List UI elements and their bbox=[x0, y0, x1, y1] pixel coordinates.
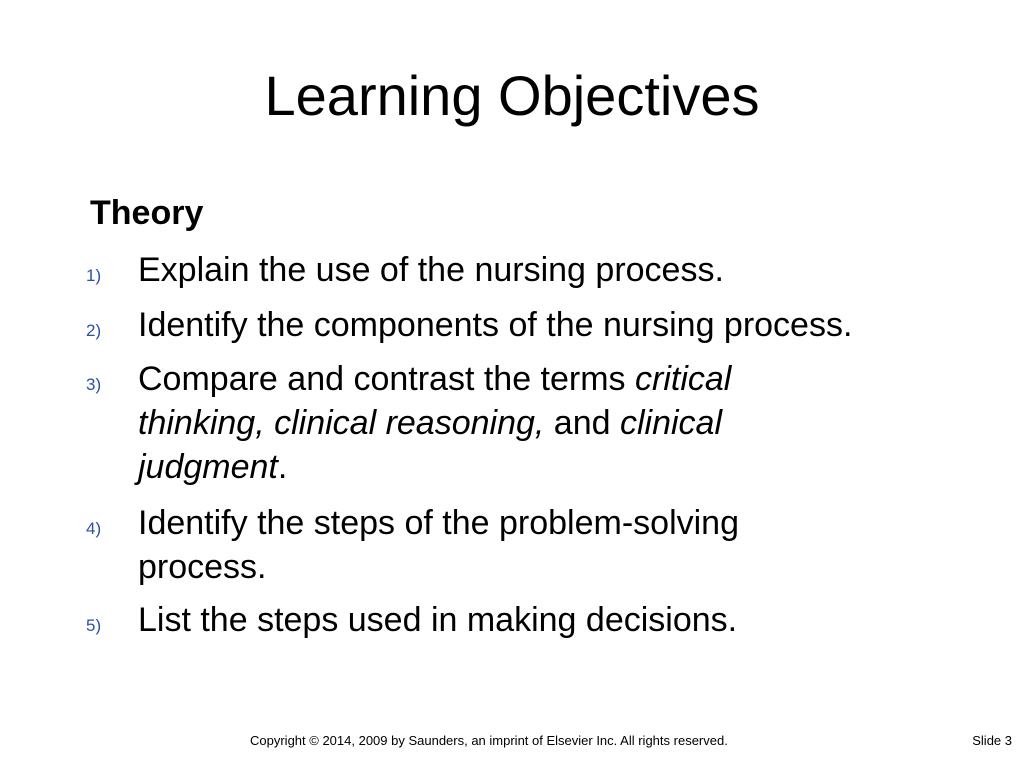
objective-line bbox=[138, 248, 838, 292]
objective-text-run: List the steps used in making decisions. bbox=[138, 601, 738, 639]
objective-text-run: process. bbox=[138, 548, 267, 586]
objective-text bbox=[138, 598, 838, 642]
objective-number: 3) bbox=[86, 375, 102, 394]
objective-number: 2) bbox=[86, 321, 102, 340]
section-heading-theory: Theory bbox=[90, 194, 204, 232]
slide-footer bbox=[0, 733, 1024, 753]
objective-text-run: Identify the steps of the problem-solving bbox=[138, 504, 739, 542]
objective-text-run: Explain the use of the nursing process. bbox=[138, 251, 724, 289]
objective-text-run: Identify the components of the nursing process. bbox=[138, 306, 853, 344]
copyright-notice: Copyright © 2014, 2009 by Saunders, an imprint of Elsevier Inc. All rights reserved. bbox=[250, 733, 728, 748]
objective-text bbox=[138, 303, 853, 347]
objective-text-run: and bbox=[544, 404, 620, 442]
objective-text bbox=[138, 357, 838, 489]
objective-text bbox=[138, 501, 838, 589]
objective-number: 1) bbox=[86, 266, 102, 285]
objective-text-run: . bbox=[277, 448, 288, 486]
objective-line bbox=[138, 598, 838, 642]
objective-line bbox=[138, 501, 838, 545]
objective-text bbox=[138, 248, 838, 292]
objective-number: 5) bbox=[86, 616, 102, 635]
objective-number: 4) bbox=[86, 519, 102, 538]
objective-text-run-italic: clinical bbox=[619, 404, 723, 442]
objective-line bbox=[138, 545, 838, 589]
objective-line bbox=[138, 303, 853, 347]
objective-line bbox=[138, 401, 838, 445]
objective-text-run-italic: critical bbox=[635, 360, 732, 398]
objective-text-run-italic: judgment bbox=[138, 448, 278, 486]
slide-title: Learning Objectives bbox=[264, 64, 760, 127]
objective-line bbox=[138, 357, 838, 401]
objective-text-run-italic: thinking, clinical reasoning, bbox=[138, 404, 545, 442]
objective-text-run: Compare and contrast the terms bbox=[138, 360, 636, 398]
slide-number: Slide 3 bbox=[972, 733, 1012, 748]
objective-line bbox=[138, 445, 838, 489]
